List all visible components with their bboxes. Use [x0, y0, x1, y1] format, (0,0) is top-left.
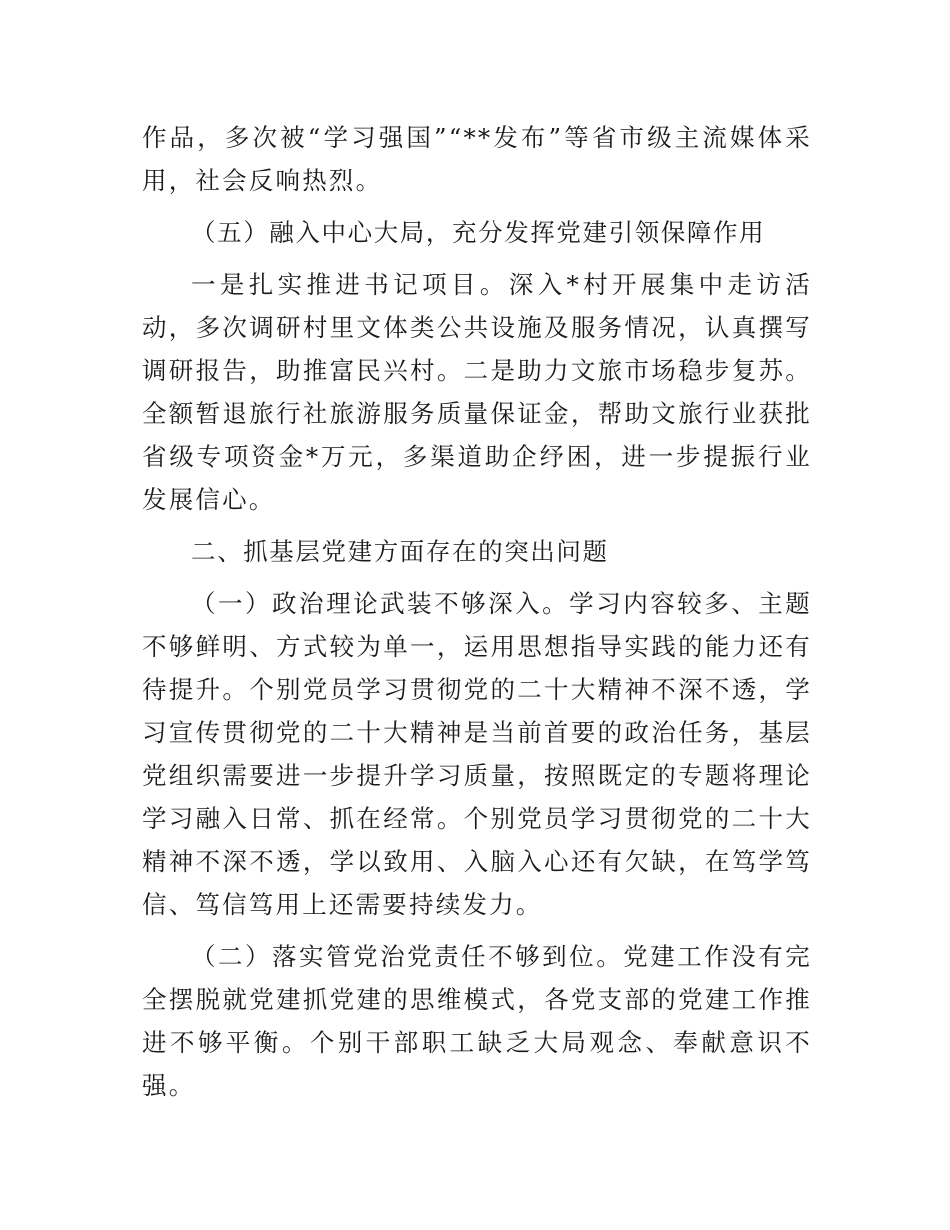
paragraph-continuation: 作品，多次被“学习强国”“**发布”等省市级主流媒体采用，社会反响热烈。 [142, 123, 812, 195]
section-heading-5: （五）融入中心大局，充分发挥党建引领保障作用 [191, 218, 766, 247]
chapter-heading-2: 二、抓基层党建方面存在的突出问题 [191, 537, 609, 566]
paragraph-problem-2: （二）落实管党治党责任不够到位。党建工作没有完全摆脱就党建抓党建的思维模式，各党支部的党建工作推进不够平衡。个别干部职工缺乏大局观念、奉献意识不强。 [142, 942, 812, 1100]
document-body [142, 116, 812, 1116]
paragraph-section-5-body: 一是扎实推进书记项目。深入*村开展集中走访活动，多次调研村里文体类公共设施及服务情况，认真撰写调研报告，助推富民兴村。二是助力文旅市场稳步复苏。全额暂退旅行社旅游服务质量保证金，帮助文旅行业获批省级专项资金*万元，多渠道助企纾困，进一步提振行业发展信心。 [142, 270, 812, 514]
paragraph-problem-1: （一）政治理论武装不够深入。学习内容较多、主题不够鲜明、方式较为单一，运用思想指导实践的能力还有待提升。个别党员学习贯彻党的二十大精神不深不透，学习宣传贯彻党的二十大精神是当前首要的政治任务，基层党组织需要进一步提升学习质量，按照既定的专题将理论学习融入日常、抓在经常。个别党员学习贯彻党的二十大精神不深不透，学以致用、入脑入心还有欠缺，在笃学笃信、笃信笃用上还需要持续发力。 [142, 589, 812, 919]
